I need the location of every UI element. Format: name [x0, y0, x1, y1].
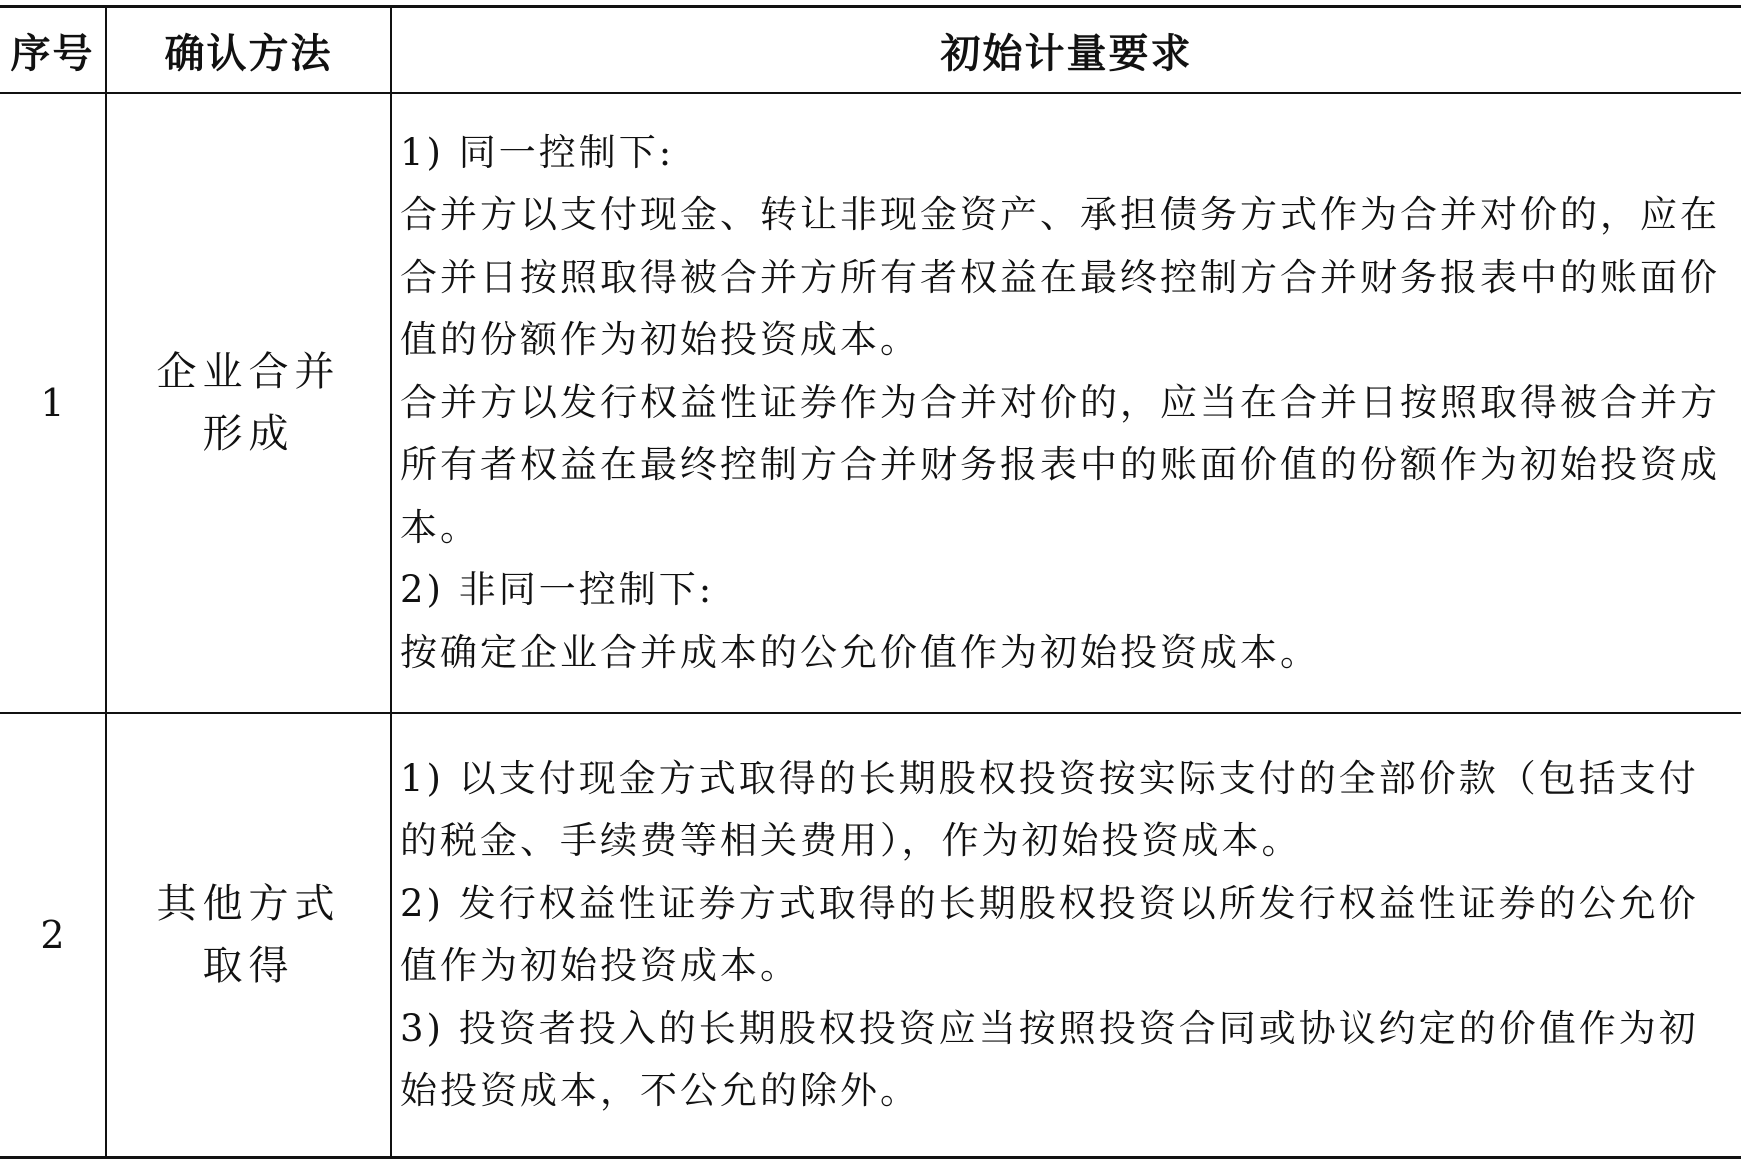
requirement-line: 合并方以支付现金、转让非现金资产、承担债务方式作为合并对价的，应在合并日按照取得被合并方所有者权益在最终控制方合并财务报表中的账面价值的份额作为初始投资成本。 — [400, 193, 1720, 362]
row-index: 2 — [0, 713, 106, 1158]
requirement-line: 按确定企业合并成本的公允价值作为初始投资成本。 — [400, 630, 1320, 674]
method-line: 形成 — [202, 411, 295, 457]
method-line: 其他方式 — [156, 881, 341, 927]
requirement-line: 2) 非同一控制下: — [400, 568, 715, 612]
row-requirement — [391, 93, 1741, 713]
requirement-line: 合并方以发行权益性证券作为合并对价的，应当在合并日按照取得被合并方所有者权益在最终控制方合并财务报表中的账面价值的份额作为初始投资成本。 — [400, 380, 1720, 549]
requirement-line: 1) 以支付现金方式取得的长期股权投资按实际支付的全部价款（包括支付的税金、手续费等相关费用），作为初始投资成本。 — [400, 756, 1699, 862]
row-method — [106, 713, 391, 1158]
row-requirement — [391, 713, 1741, 1158]
table-header-row — [0, 7, 1741, 94]
header-index: 序号 — [0, 7, 106, 94]
header-requirement: 初始计量要求 — [391, 7, 1741, 94]
requirement-line: 3) 投资者投入的长期股权投资应当按照投资合同或协议约定的价值作为初始投资成本，不公允的除外。 — [400, 1006, 1699, 1112]
header-method: 确认方法 — [106, 7, 391, 94]
row-method — [106, 93, 391, 713]
method-line: 企业合并 — [156, 349, 341, 395]
row-index: 1 — [0, 93, 106, 713]
method-line: 取得 — [202, 943, 295, 989]
requirement-line: 2) 发行权益性证券方式取得的长期股权投资以所发行权益性证券的公允价值作为初始投资成本。 — [400, 881, 1699, 987]
table-row — [0, 713, 1741, 1158]
measurement-table-container — [0, 5, 1741, 1159]
table-row — [0, 93, 1741, 713]
requirement-line: 1) 同一控制下: — [400, 130, 675, 174]
initial-measurement-table — [0, 5, 1741, 1159]
